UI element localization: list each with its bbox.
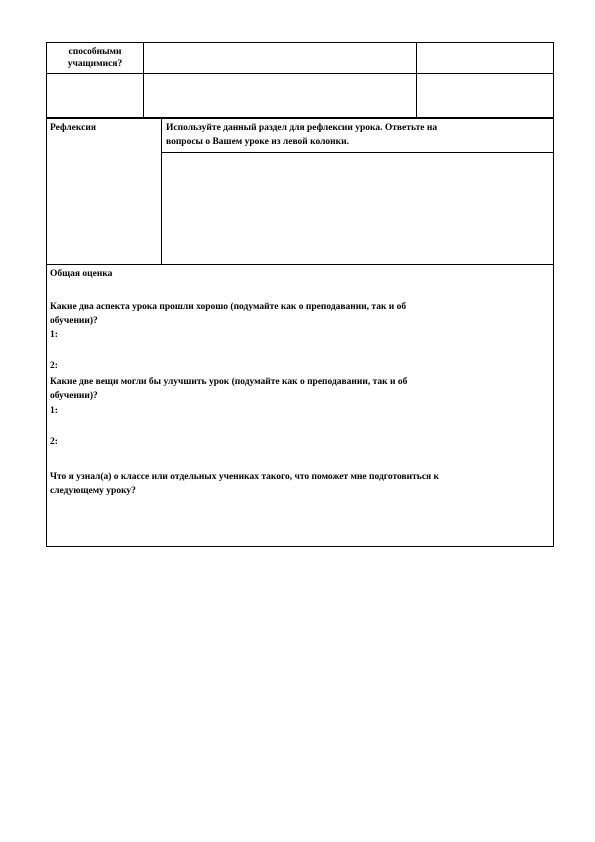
q1-answer1: 1: <box>50 330 58 340</box>
reflection-instruction-line1: Используйте данный раздел для рефлексии урока. Ответьте на <box>166 123 438 133</box>
overall-title: Общая оценка <box>50 269 113 279</box>
reflection-right-divider <box>161 152 554 153</box>
top-table-row-divider <box>46 73 554 74</box>
q1-answer2: 2: <box>50 361 58 371</box>
q2-line1: Какие две вещи могли бы улучшить урок (подумайте как о преподавании, так и об <box>50 377 408 387</box>
q1-line1: Какие два аспекта урока прошли хорошо (подумайте как о преподавании, так и об <box>50 302 407 312</box>
top-table-col-divider-2 <box>416 42 417 118</box>
q3-line2: следующему уроку? <box>50 486 136 496</box>
q2-answer1: 1: <box>50 406 58 416</box>
q2-line2: обучении)? <box>50 391 98 401</box>
top-table-col-divider-1 <box>143 42 144 118</box>
reflection-instruction-line2: вопросы о Вашем уроке из левой колонки. <box>166 137 349 147</box>
top-table-label-line1: способными <box>68 47 122 57</box>
reflection-col-divider <box>161 118 162 264</box>
q2-answer2: 2: <box>50 437 58 447</box>
top-table-label-line2: учащимися? <box>67 59 123 69</box>
overall-top-divider <box>46 264 554 265</box>
q1-line2: обучении)? <box>50 316 98 326</box>
q3-line1: Что я узнал(а) о классе или отдельных учениках такого, что поможет мне подготовиться к <box>50 472 440 482</box>
reflection-label: Рефлексия <box>50 123 96 133</box>
